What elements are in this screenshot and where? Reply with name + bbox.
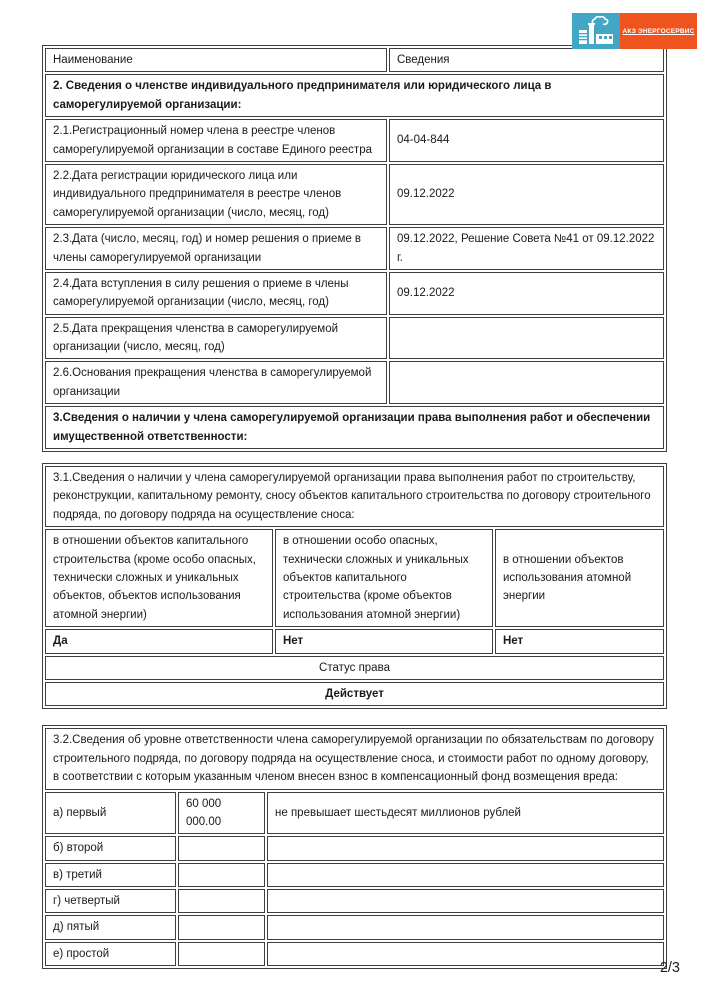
row-2-6-value — [389, 361, 664, 404]
page-number: 2/3 — [659, 960, 680, 976]
row-2-5-value — [389, 317, 664, 360]
level-row — [45, 792, 664, 835]
level-row — [45, 942, 664, 966]
level-g-note — [267, 889, 664, 913]
level-e-note — [267, 942, 664, 966]
level-row — [45, 915, 664, 939]
row-2-1-label: 2.1.Регистрационный номер члена в реестре членов саморегулируемой организации в составе Единого реестра — [45, 119, 387, 162]
table-row — [45, 361, 664, 404]
level-b-note — [267, 836, 664, 860]
level-a-note: не превышает шестьдесят миллионов рублей — [267, 792, 664, 835]
factory-icon — [572, 13, 620, 49]
work-rights-header-row — [45, 529, 664, 627]
level-g-label: г) четвертый — [45, 889, 176, 913]
level-row — [45, 863, 664, 887]
table-3-2-intro-row — [45, 728, 664, 789]
work-rights-table — [42, 463, 667, 709]
level-b-label: б) второй — [45, 836, 176, 860]
status-label-row — [45, 656, 664, 680]
work-rights-value-1: Да — [45, 629, 273, 653]
row-2-4-label: 2.4.Дата вступления в силу решения о приеме в члены саморегулируемой организации (число, месяц, год) — [45, 272, 387, 315]
status-value: Действует — [45, 682, 664, 706]
section-3-title-row — [45, 406, 664, 449]
level-v-note — [267, 863, 664, 887]
work-rights-col-3-header: в отношении объектов использования атомной энергии — [495, 529, 664, 627]
level-row — [45, 836, 664, 860]
work-rights-value-3: Нет — [495, 629, 664, 653]
work-rights-col-1-header: в отношении объектов капитального строительства (кроме особо опасных, технически сложных и уникальных объектов, объектов использования атомной энергии) — [45, 529, 273, 627]
membership-table — [42, 45, 667, 452]
level-g-amount — [178, 889, 265, 913]
level-d-amount — [178, 915, 265, 939]
column-header-name: Наименование — [45, 48, 387, 72]
level-b-amount — [178, 836, 265, 860]
row-2-2-label: 2.2.Дата регистрации юридического лица или индивидуального предпринимателя в реестре членов саморегулируемой организации (число, месяц, год) — [45, 164, 387, 225]
document-content — [42, 45, 667, 969]
level-row — [45, 889, 664, 913]
level-a-amount: 60 000 000.00 — [178, 792, 265, 835]
level-d-label: д) пятый — [45, 915, 176, 939]
status-value-row — [45, 682, 664, 706]
table-row — [45, 164, 664, 225]
work-rights-values-row — [45, 629, 664, 653]
table-3-1-intro-row — [45, 466, 664, 527]
row-2-5-label: 2.5.Дата прекращения членства в саморегулируемой организации (число, месяц, год) — [45, 317, 387, 360]
company-logo — [572, 13, 697, 49]
level-d-note — [267, 915, 664, 939]
row-2-2-value: 09.12.2022 — [389, 164, 664, 225]
section-2-title: 2. Сведения о членстве индивидуального предпринимателя или юридического лица в саморегулируемой организации: — [45, 74, 664, 117]
table-row — [45, 119, 664, 162]
level-e-amount — [178, 942, 265, 966]
table-3-2-intro: 3.2.Сведения об уровне ответственности члена саморегулируемой организации по обязательствам по договору строительного подряда, по договору подряда на осуществление сноса, и стоимости работ по одному договору, в соответствии с которым указанным членом внесен взнос в компенсационный фонд возмещения вреда: — [45, 728, 664, 789]
work-rights-col-2-header: в отношении особо опасных, технически сложных и уникальных объектов капитального строительства (кроме объектов использования атомной энергии) — [275, 529, 493, 627]
level-e-label: е) простой — [45, 942, 176, 966]
status-label: Статус права — [45, 656, 664, 680]
level-v-label: в) третий — [45, 863, 176, 887]
row-2-3-value: 09.12.2022, Решение Совета №41 от 09.12.2022 г. — [389, 227, 664, 270]
level-a-label: а) первый — [45, 792, 176, 835]
responsibility-levels-table — [42, 725, 667, 969]
table-header-row — [45, 48, 664, 72]
table-row — [45, 227, 664, 270]
column-header-details: Сведения — [389, 48, 664, 72]
row-2-4-value: 09.12.2022 — [389, 272, 664, 315]
table-row — [45, 272, 664, 315]
work-rights-value-2: Нет — [275, 629, 493, 653]
section-3-title: 3.Сведения о наличии у члена саморегулируемой организации права выполнения работ и обеспечении имущественной ответственности: — [45, 406, 664, 449]
table-3-1-intro: 3.1.Сведения о наличии у члена саморегулируемой организации права выполнения работ по строительству, реконструкции, капитальному ремонту, сносу объектов капитального строительства по договору строительного подряда, по договору подряда на осуществление сноса: — [45, 466, 664, 527]
section-2-title-row — [45, 74, 664, 117]
level-v-amount — [178, 863, 265, 887]
row-2-6-label: 2.6.Основания прекращения членства в саморегулируемой организации — [45, 361, 387, 404]
company-logo-text: АКЗ ЭНЕРГОСЕРВИС — [620, 13, 697, 49]
row-2-1-value: 04-04-844 — [389, 119, 664, 162]
table-row — [45, 317, 664, 360]
row-2-3-label: 2.3.Дата (число, месяц, год) и номер решения о приеме в члены саморегулируемой организации — [45, 227, 387, 270]
